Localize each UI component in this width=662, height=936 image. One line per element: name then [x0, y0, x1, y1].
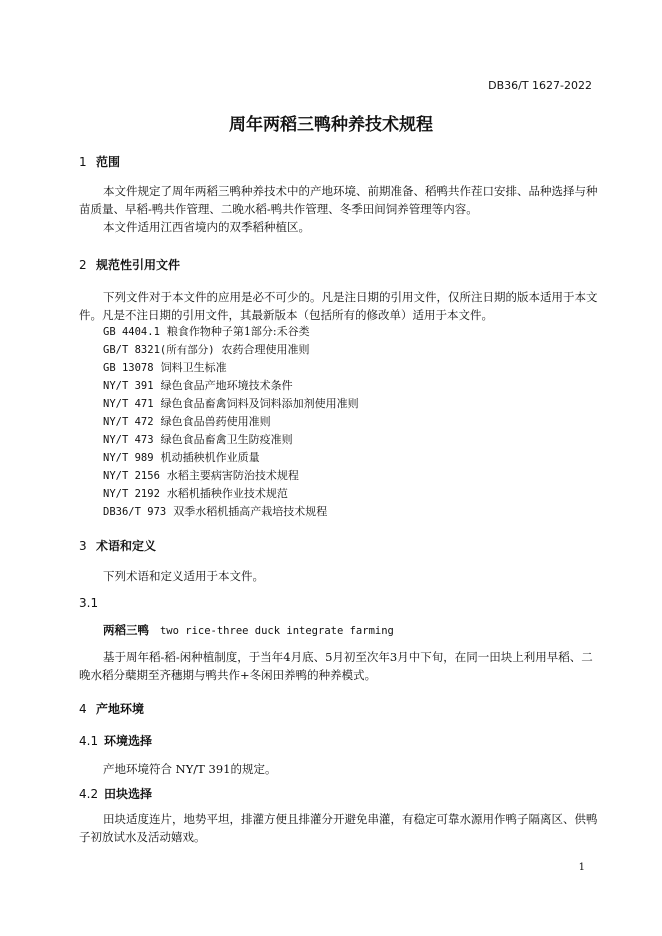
document-number: DB36/T 1627-2022 — [488, 79, 592, 92]
reference-title: 绿色食品畜禽卫生防疫准则 — [160, 433, 293, 446]
reference-code: DB36/T 973 — [103, 506, 167, 518]
reference-code: GB/T 8321(所有部分) — [103, 344, 215, 356]
reference-title: 农药合理使用准则 — [221, 343, 310, 356]
term-entry — [103, 622, 394, 638]
reference-item — [103, 431, 293, 447]
section-title: 范围 — [96, 155, 121, 169]
paragraph-line: 件。凡是不注日期的引用文件，其最新版本（包括所有的修改单）适用于本文件。 — [79, 308, 493, 322]
document-title: 周年两稻三鸭种养技术规程 — [229, 115, 433, 135]
reference-item — [103, 359, 227, 375]
reference-code: NY/T 2192 — [103, 488, 160, 500]
reference-item — [103, 449, 260, 465]
paragraph-line: 田块适度连片，地势平坦，排灌方便且排灌分开避免串灌，有稳定可靠水源用作鸭子隔离区、供鸭 — [103, 812, 598, 826]
reference-item — [103, 377, 293, 393]
reference-code: NY/T 2156 — [103, 470, 160, 482]
reference-item — [103, 341, 310, 357]
subsection-number: 4.2 — [79, 787, 99, 801]
paragraph-line: 下列术语和定义适用于本文件。 — [103, 569, 264, 583]
subsection-number: 3.1 — [79, 596, 99, 610]
section-2-heading — [79, 256, 180, 273]
reference-title: 水稻机插秧作业技术规范 — [166, 487, 288, 500]
reference-title: 绿色食品产地环境技术条件 — [160, 379, 293, 392]
section-1-heading — [79, 153, 120, 170]
section-number: 2 — [79, 258, 87, 272]
reference-title: 水稻主要病害防治技术规程 — [166, 469, 299, 482]
term-chinese: 两稻三鸭 — [103, 623, 149, 637]
reference-code: GB 4404.1 — [103, 326, 160, 338]
paragraph-line: 子初放试水及活动嬉戏。 — [79, 830, 206, 844]
reference-code: NY/T 989 — [103, 452, 154, 464]
reference-title: 饲料卫生标准 — [160, 361, 227, 374]
reference-item — [103, 395, 359, 411]
reference-code: GB 13078 — [103, 362, 154, 374]
paragraph-line: 基于周年稻-稻-闲种植制度，于当年4月底、5月初至次年3月中下旬，在同一田块上利用早稻、二 — [103, 650, 593, 664]
reference-item — [103, 485, 288, 501]
section-4-heading — [79, 700, 144, 717]
subsection-title: 环境选择 — [104, 734, 153, 748]
paragraph-line: 苗质量、早稻-鸭共作管理、二晚水稻-鸭共作管理、冬季田间饲养管理等内容。 — [79, 202, 478, 216]
section-number: 3 — [79, 539, 87, 553]
reference-item — [103, 323, 310, 339]
reference-code: NY/T 472 — [103, 416, 154, 428]
section-title: 规范性引用文件 — [96, 258, 181, 272]
section-3-heading — [79, 537, 156, 554]
page-number: 1 — [578, 862, 585, 873]
subsection-title: 田块选择 — [104, 787, 153, 801]
paragraph-line: 本文件适用江西省境内的双季稻种植区。 — [103, 220, 310, 234]
reference-item — [103, 413, 271, 429]
reference-code: NY/T 391 — [103, 380, 154, 392]
paragraph-line: 晚水稻分蘖期至齐穗期与鸭共作+冬闲田养鸭的种养模式。 — [79, 668, 377, 682]
reference-item — [103, 503, 327, 519]
section-number: 4 — [79, 702, 87, 716]
subsection-number: 4.1 — [79, 734, 99, 748]
paragraph-line: 本文件规定了周年两稻三鸭种养技术中的产地环境、前期准备、稻鸭共作茬口安排、品种选择与种 — [103, 184, 598, 198]
section-number: 1 — [79, 155, 87, 169]
reference-code: NY/T 471 — [103, 398, 154, 410]
reference-title: 绿色食品畜禽饲料及饲料添加剂使用准则 — [160, 397, 359, 410]
paragraph-line: 产地环境符合 NY/T 391的规定。 — [103, 762, 277, 776]
term-english: two rice-three duck integrate farming — [159, 625, 394, 637]
subsection-4-1-heading — [79, 732, 152, 749]
section-title: 术语和定义 — [96, 539, 157, 553]
section-title: 产地环境 — [96, 702, 145, 716]
reference-code: NY/T 473 — [103, 434, 154, 446]
reference-title: 粮食作物种子第1部分:禾谷类 — [166, 325, 310, 338]
reference-title: 双季水稻机插高产栽培技术规程 — [173, 505, 328, 518]
reference-item — [103, 467, 299, 483]
subsection-3-1-number — [79, 596, 98, 610]
paragraph-line: 下列文件对于本文件的应用是必不可少的。凡是注日期的引用文件，仅所注日期的版本适用于本文 — [103, 290, 598, 304]
reference-title: 机动插秧机作业质量 — [160, 451, 260, 464]
subsection-4-2-heading — [79, 785, 152, 802]
reference-title: 绿色食品兽药使用准则 — [160, 415, 271, 428]
